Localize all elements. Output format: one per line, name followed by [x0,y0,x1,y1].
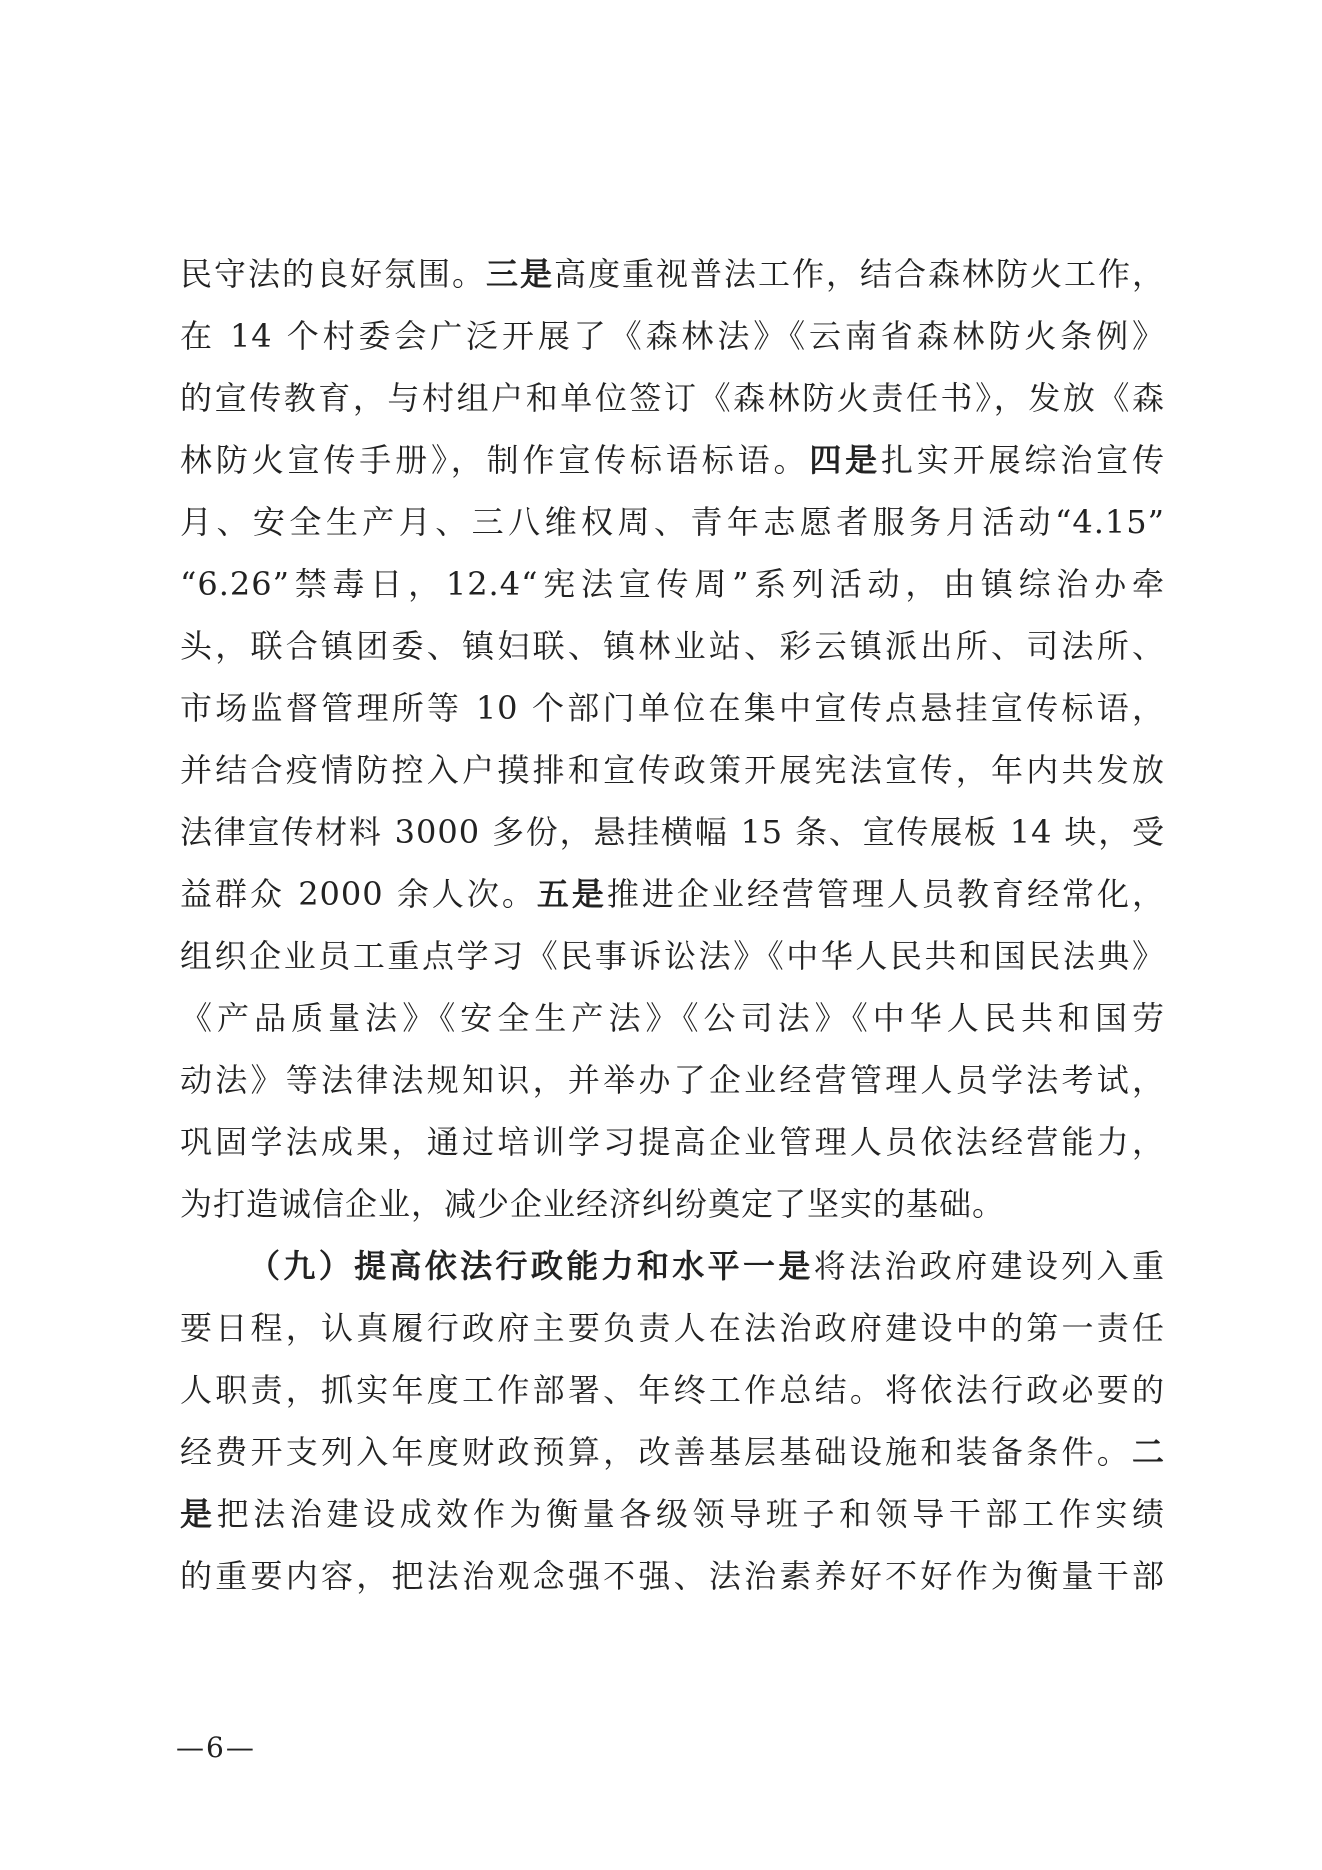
text-line: 巩固学法成果，通过培训学习提高企业管理人员依法经营能力， [180,1123,1165,1161]
text-line: 的宣传教育，与村组户和单位签订《森林防火责任书》，发放《森 [180,379,1165,417]
emphasis-si-shi: 四是 [809,441,882,479]
body-text [180,243,1165,1607]
text-line: 为打造诚信企业，减少企业经济纠纷奠定了坚实的基础。 [180,1185,1006,1223]
section-heading: （九）提高依法行政能力和水平 [248,1247,744,1285]
text-line: 组织企业员工重点学习《民事诉讼法》《中华人民共和国民法典》 [180,937,1165,975]
text-line: 林防火宣传手册》，制作宣传标语标语。四是扎实开展综治宣传 [180,441,1165,479]
text-line: 益群众 2000 余人次。五是推进企业经营管理人员教育经常化， [180,875,1165,913]
text-line: 要日程，认真履行政府主要负责人在法治政府建设中的第一责任 [180,1309,1165,1347]
emphasis-san-shi: 三是 [486,255,554,293]
emphasis-yi-shi: 一是 [743,1247,814,1285]
text-line: 市场监督管理所等 10 个部门单位在集中宣传点悬挂宣传标语， [180,689,1165,727]
text-line: 并结合疫情防控入户摸排和宣传政策开展宪法宣传，年内共发放 [180,751,1165,789]
text-line: 的重要内容，把法治观念强不强、法治素养好不好作为衡量干部 [180,1557,1165,1595]
text-line: 是把法治建设成效作为衡量各级领导班子和领导干部工作实绩 [180,1495,1165,1533]
page-number: —6— [176,1731,256,1764]
text-line: 《产品质量法》《安全生产法》《公司法》《中华人民共和国劳 [180,999,1165,1037]
emphasis-shi: 是 [180,1495,217,1533]
text-line: 经费开支列入年度财政预算，改善基层基础设施和装备条件。二 [180,1433,1165,1471]
text-line: 在 14 个村委会广泛开展了《森林法》《云南省森林防火条例》 [180,317,1165,355]
text-line: “6.26”禁毒日，12.4“宪法宣传周”系列活动，由镇综治办牵 [180,565,1165,603]
text-line: 月、安全生产月、三八维权周、青年志愿者服务月活动“4.15” [180,503,1165,541]
text-line: 动法》等法律法规知识，并举办了企业经营管理人员学法考试， [180,1061,1165,1099]
section-heading-line: （九）提高依法行政能力和水平一是将法治政府建设列入重 [248,1247,1165,1285]
text-line: 人职责，抓实年度工作部署、年终工作总结。将依法行政必要的 [180,1371,1165,1409]
emphasis-er: 二 [1131,1433,1165,1471]
emphasis-wu-shi: 五是 [536,875,607,913]
text-line: 法律宣传材料 3000 多份，悬挂横幅 15 条、宣传展板 14 块，受 [180,813,1165,851]
text-line: 民守法的良好氛围。三是高度重视普法工作，结合森林防火工作， [180,255,1165,293]
text-line: 头，联合镇团委、镇妇联、镇林业站、彩云镇派出所、司法所、 [180,627,1165,665]
